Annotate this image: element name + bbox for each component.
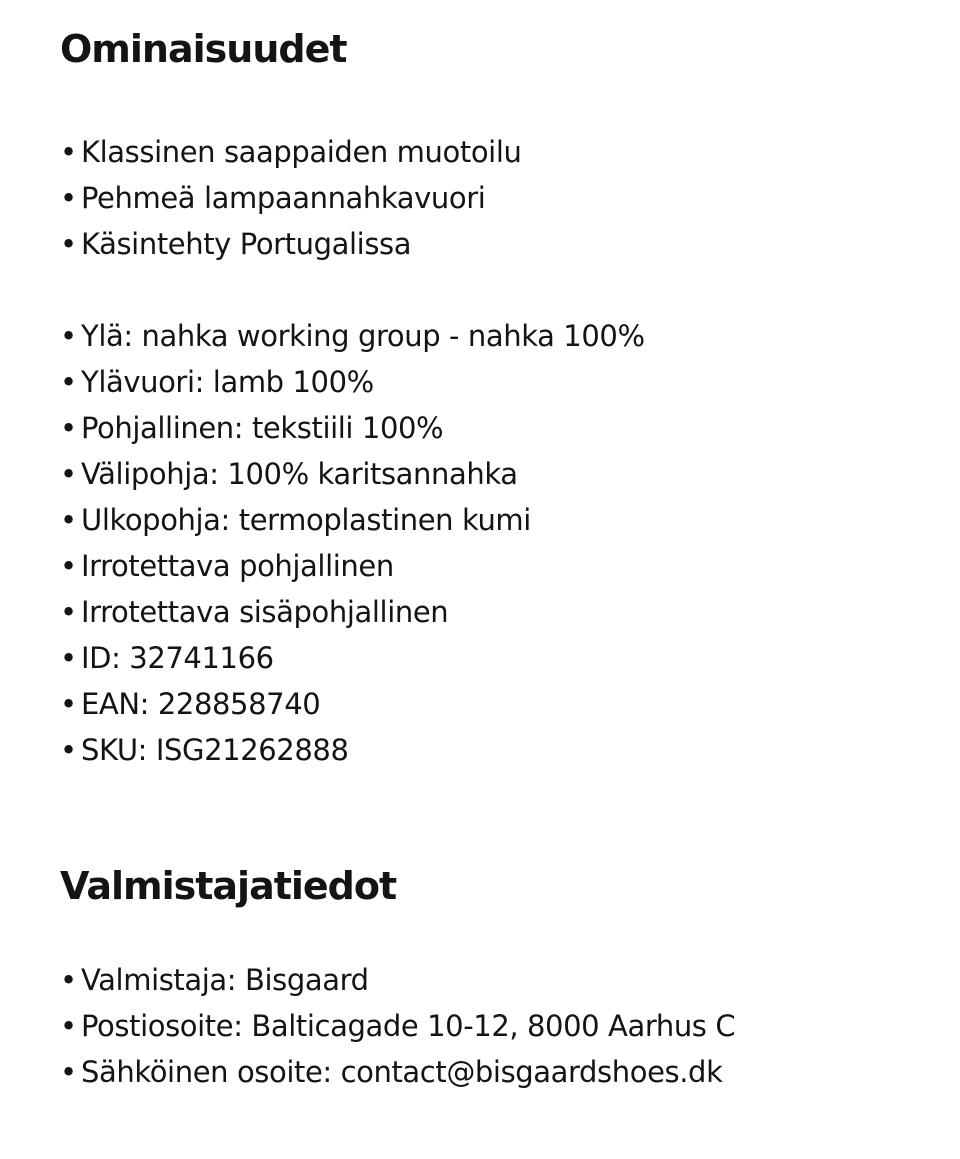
bullet-icon: • [60, 503, 77, 537]
bullet-icon: • [60, 687, 77, 721]
list-item-text: Sähköinen osoite: contact@bisgaardshoes.dk [81, 1055, 723, 1089]
list-item-text: Irrotettava sisäpohjallinen [81, 595, 449, 629]
bullet-icon: • [60, 733, 77, 767]
list-item [60, 1003, 940, 1049]
manufacturer-header [60, 861, 940, 957]
spacer [60, 267, 940, 313]
list-item-text: Klassinen saappaiden muotoilu [81, 135, 522, 169]
list-item [60, 221, 940, 267]
list-item [60, 589, 940, 635]
bullet-icon: • [60, 227, 77, 261]
list-item [60, 405, 940, 451]
list-item [60, 635, 940, 681]
features-highlights-list [60, 129, 940, 267]
bullet-icon: • [60, 365, 77, 399]
list-item-text: ID: 32741166 [81, 641, 274, 675]
bullet-icon: • [60, 319, 77, 353]
manufacturer-list [60, 957, 940, 1095]
list-item [60, 359, 940, 405]
list-item [60, 957, 940, 1003]
bullet-icon: • [60, 181, 77, 215]
bullet-icon: • [60, 641, 77, 675]
list-item-text: Ylä: nahka working group - nahka 100% [81, 319, 645, 353]
bullet-icon: • [60, 457, 77, 491]
list-item [60, 1049, 940, 1095]
features-specs-list [60, 313, 940, 773]
list-item [60, 543, 940, 589]
list-item [60, 497, 940, 543]
list-item-text: Irrotettava pohjallinen [81, 549, 394, 583]
list-item-text: Ylävuori: lamb 100% [81, 365, 374, 399]
list-item-text: EAN: 228858740 [81, 687, 321, 721]
list-item-text: Valmistaja: Bisgaard [81, 963, 369, 997]
bullet-icon: • [60, 963, 77, 997]
list-item [60, 727, 940, 773]
list-item-text: Postiosoite: Balticagade 10-12, 8000 Aarhus C [81, 1009, 736, 1043]
list-item-text: Pehmeä lampaannahkavuori [81, 181, 486, 215]
features-header [60, 24, 940, 129]
list-item [60, 451, 940, 497]
bullet-icon: • [60, 411, 77, 445]
bullet-icon: • [60, 549, 77, 583]
features-title: Ominaisuudet [60, 27, 347, 71]
list-item-text: Käsintehty Portugalissa [81, 227, 412, 261]
bullet-icon: • [60, 135, 77, 169]
list-item [60, 175, 940, 221]
bullet-icon: • [60, 595, 77, 629]
list-item-text: Pohjallinen: tekstiili 100% [81, 411, 444, 445]
list-item [60, 129, 940, 175]
bullet-icon: • [60, 1055, 77, 1089]
list-item-text: SKU: ISG21262888 [81, 733, 349, 767]
list-item [60, 313, 940, 359]
list-item [60, 681, 940, 727]
product-details [60, 24, 940, 1095]
list-item-text: Välipohja: 100% karitsannahka [81, 457, 518, 491]
manufacturer-title: Valmistajatiedot [60, 864, 397, 908]
list-item-text: Ulkopohja: termoplastinen kumi [81, 503, 531, 537]
spacer [60, 773, 940, 861]
bullet-icon: • [60, 1009, 77, 1043]
